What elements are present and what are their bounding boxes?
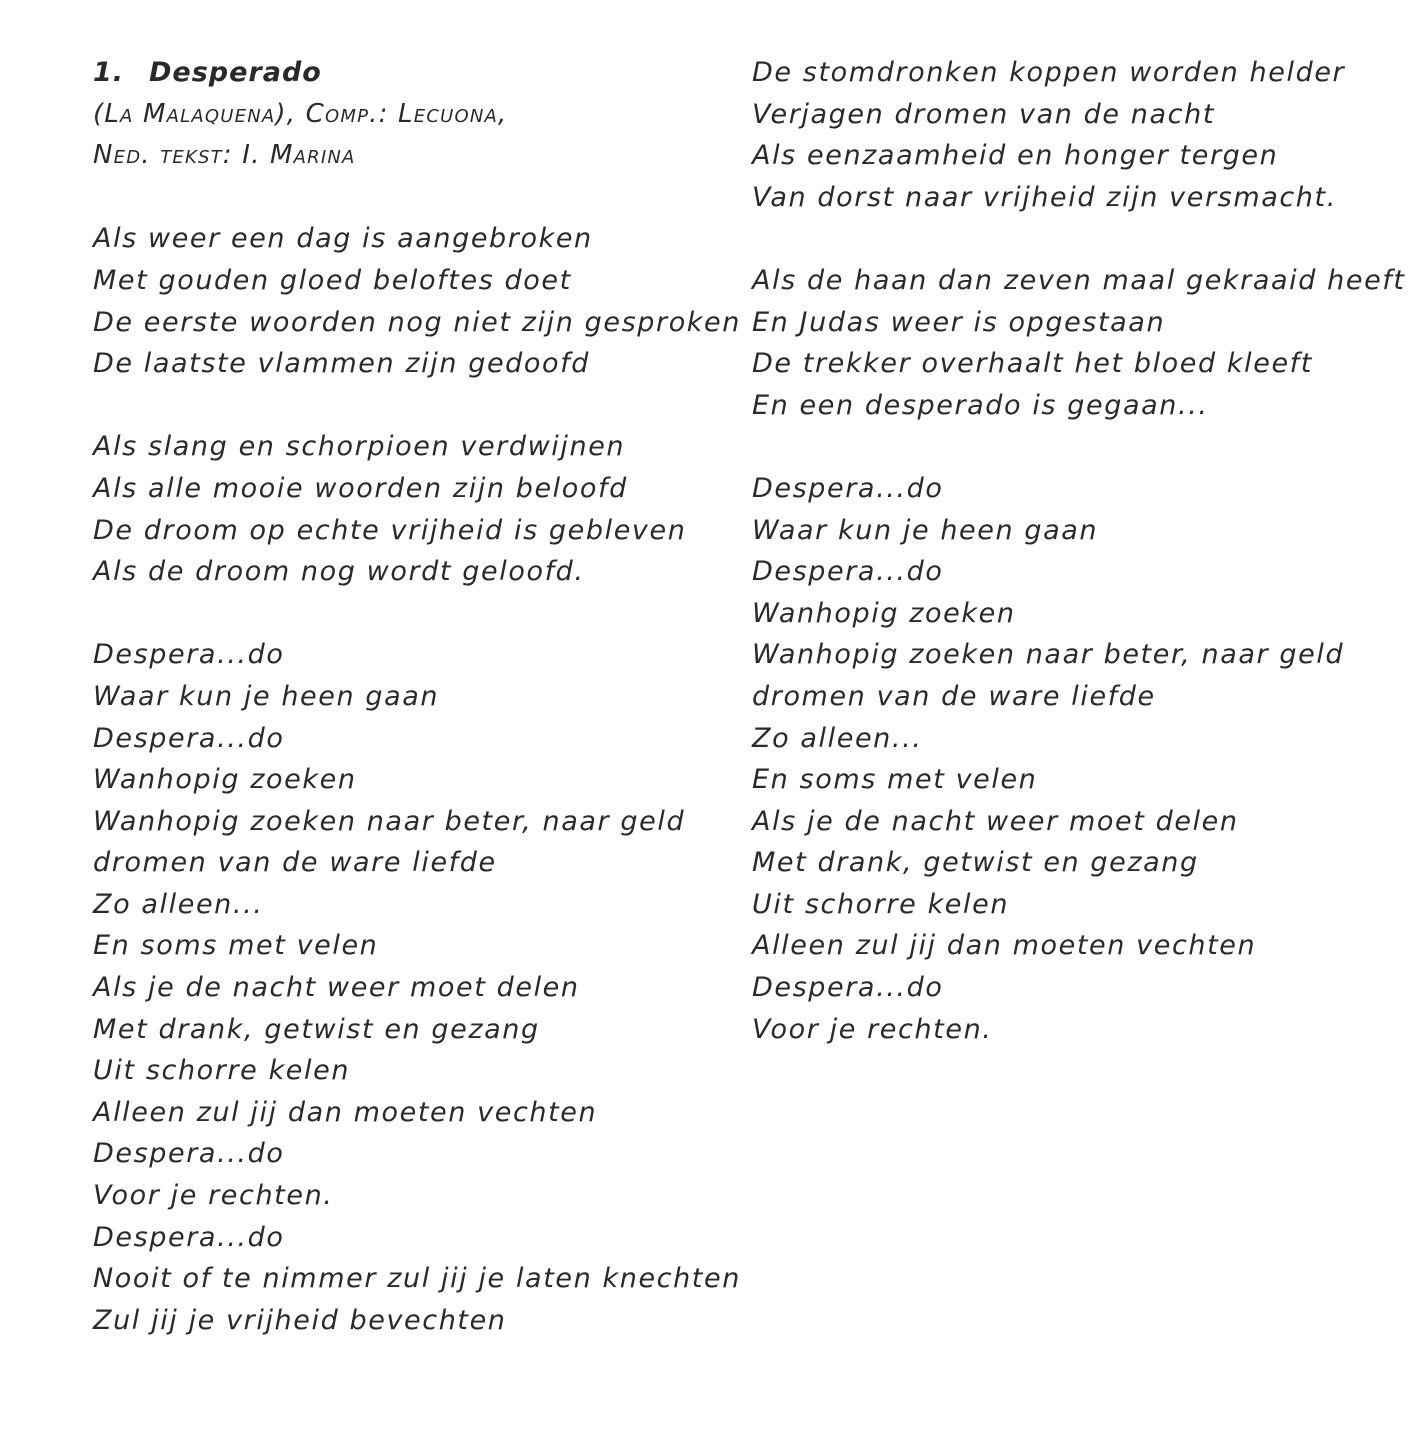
lyric-line: Despera...do [93,1138,285,1170]
left-column [93,52,741,1341]
lyric-line: Despera...do [752,972,944,1004]
lyric-line: Als je de nacht weer moet delen [752,805,1239,837]
lyric-line: Alleen zul jij dan moeten vechten [93,1096,598,1128]
lyric-line: Met drank, getwist en gezang [93,1013,540,1045]
left-chorus [93,634,741,1341]
lyric-line: Waar kun je heen gaan [93,680,440,712]
stanza-gap [752,426,1392,468]
stanza-gap [752,218,1392,260]
lyric-line: Despera...do [93,1221,285,1253]
right-column [752,52,1406,1050]
lyric-line: De laatste vlammen zijn gedoofd [93,348,590,380]
left-stanza-2 [93,426,733,592]
lyric-line: Waar kun je heen gaan [752,514,1099,546]
lyric-line: Als je de nacht weer moet delen [93,972,580,1004]
left-stanza-1 [93,218,741,384]
right-chorus [752,468,1392,1050]
right-stanza-1 [752,52,1392,218]
lyric-line: Wanhopig zoeken [93,764,357,796]
stanza-gap [93,593,733,635]
song-number: 1. [93,57,125,88]
lyric-line: Voor je rechten. [93,1180,334,1212]
lyric-line: Despera...do [93,722,285,754]
right-stanza-2 [752,260,1406,426]
lyric-line: Despera...do [752,472,944,504]
lyric-line: Verjagen dromen van de nacht [752,98,1216,130]
lyric-line: Met drank, getwist en gezang [752,847,1199,879]
song-credit: (La Malaquena), Comp.: Lecuona, [93,98,508,129]
lyric-line: Nooit of te nimmer zul jij je laten knechten [93,1263,741,1295]
stanza-gap [93,177,733,219]
lyric-line: Wanhopig zoeken naar beter, naar geld [752,639,1345,671]
lyric-line: Als de haan dan zeven maal gekraaid heeft [752,264,1406,296]
lyric-line: Despera...do [93,639,285,671]
lyric-line: En een desperado is gegaan... [752,389,1209,421]
lyric-line: Wanhopig zoeken [752,597,1016,629]
lyric-line: De eerste woorden nog niet zijn gesproken [93,306,741,338]
lyric-line: De droom op echte vrijheid is gebleven [93,514,687,546]
lyric-line: De trekker overhaalt het bloed kleeft [752,348,1313,380]
lyric-line: Als weer een dag is aangebroken [93,223,593,255]
lyric-line: Van dorst naar vrijheid zijn versmacht. [752,181,1337,213]
lyric-line: En Judas weer is opgestaan [752,306,1166,338]
lyric-line: Zul jij je vrijheid bevechten [93,1304,507,1336]
song-credit: Ned. tekst: I. Marina [93,140,356,171]
lyric-line: De stomdronken koppen worden helder [752,57,1346,88]
lyric-line: dromen van de ware liefde [752,680,1156,712]
lyric-line: Als alle mooie woorden zijn beloofd [93,472,628,504]
lyric-line: Uit schorre kelen [752,888,1010,920]
lyric-line: En soms met velen [752,764,1038,796]
lyric-line: Voor je rechten. [752,1013,993,1045]
lyric-line: Zo alleen... [752,722,923,754]
lyric-line: Uit schorre kelen [93,1055,351,1087]
stanza-gap [93,385,733,427]
lyric-line: Zo alleen... [93,888,264,920]
lyric-line: Wanhopig zoeken naar beter, naar geld [93,805,686,837]
lyric-line: Alleen zul jij dan moeten vechten [752,930,1257,962]
song-title-text: Desperado [149,57,322,88]
lyric-line: En soms met velen [93,930,379,962]
song-title [93,52,733,94]
lyric-line: Despera...do [752,556,944,588]
lyric-line: Als eenzaamheid en honger tergen [752,140,1279,172]
lyric-line: Als slang en schorpioen verdwijnen [93,431,626,463]
lyric-line: Als de droom nog wordt geloofd. [93,556,585,588]
lyric-line: Met gouden gloed beloftes doet [93,264,572,296]
lyric-line: dromen van de ware liefde [93,847,497,879]
